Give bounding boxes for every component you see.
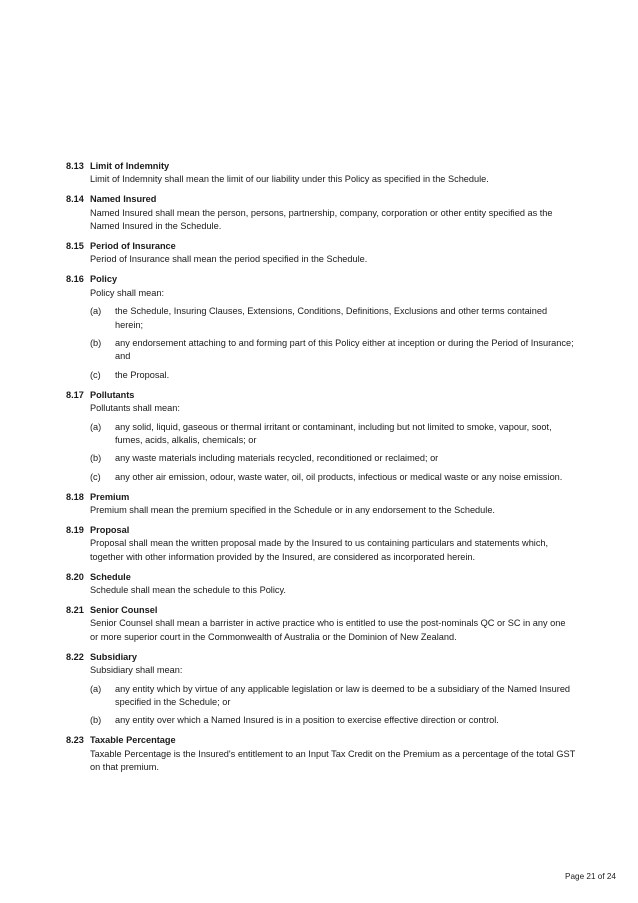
definition-section [66,491,576,518]
list-item-marker: (c) [90,471,101,482]
list-item-text: any entity over which a Named Insured is in a position to exercise effective direction or control. [115,715,499,726]
definitions-list [66,160,576,781]
section-title: Senior Counsel [90,604,158,615]
list-item [90,452,576,465]
definition-section [66,651,576,728]
definition-text: Limit of Indemnity shall mean the limit of our liability under this Policy as specified in the Schedule. [90,174,489,185]
list-item [90,714,576,727]
section-number: 8.19 [66,524,84,535]
section-title: Named Insured [90,194,157,205]
definition-section [66,734,576,774]
list-item-marker: (b) [90,715,102,726]
definition-heading [66,604,576,617]
definition-text: Policy shall mean: [90,287,165,298]
definition-heading [66,389,576,402]
section-title: Pollutants [90,389,135,400]
definition-section [66,524,576,564]
section-number: 8.15 [66,241,84,252]
list-item-marker: (a) [90,421,102,432]
section-title: Period of Insurance [90,241,176,252]
definition-heading [66,273,576,286]
definition-section [66,604,576,644]
definition-heading [66,651,576,664]
list-item [90,369,576,382]
list-item-marker: (b) [90,453,102,464]
section-number: 8.14 [66,194,84,205]
section-number: 8.23 [66,735,84,746]
section-number: 8.18 [66,491,84,502]
section-number: 8.22 [66,651,84,662]
definition-heading [66,524,576,537]
section-title: Policy [90,274,118,285]
definition-section [66,571,576,598]
list-item [90,683,576,710]
list-item [90,305,576,332]
definition-heading [66,240,576,253]
definition-text: Senior Counsel shall mean a barrister in active practice who is entitled to use the post-nominals QC or SC in any one or more superior court in the Commonwealth of Australia or the Dominion of New Zealand. [90,618,566,642]
definition-heading [66,160,576,173]
list-item-marker: (b) [90,337,102,348]
definition-section [66,389,576,484]
list-item-text: any solid, liquid, gaseous or thermal irritant or contaminant, including but not limited to smoke, vapour, soot, fumes, acids, alkalis, chemicals; or [115,421,552,445]
definition-section [66,273,576,382]
list-item [90,471,576,484]
section-number: 8.17 [66,389,84,400]
definition-heading [66,193,576,206]
definition-text: Named Insured shall mean the person, persons, partnership, company, corporation or other entity specified as the Named Insured in the Schedule. [90,207,553,232]
definition-text: Schedule shall mean the schedule to this Policy. [90,585,286,596]
list-item-text: any other air emission, odour, waste water, oil, oil products, infectious or medical waste or any noise emission. [115,471,563,482]
list-item-text: any entity which by virtue of any applicable legislation or law is deemed to be a subsidiary of the Named Insured specified in the Schedule; or [115,683,571,707]
definition-section [66,160,576,187]
list-item-marker: (a) [90,306,102,317]
definition-text: Period of Insurance shall mean the period specified in the Schedule. [90,254,368,265]
section-number: 8.16 [66,274,84,285]
list-item-marker: (a) [90,683,102,694]
section-title: Premium [90,491,130,502]
section-title: Subsidiary [90,651,137,662]
section-title: Proposal [90,524,130,535]
page-number: Page 21 of 24 [565,872,616,881]
list-item-text: any endorsement attaching to and forming part of this Policy either at inception or during the Period of Insurance; and [115,337,574,362]
list-item-text: the Proposal. [115,369,170,380]
definition-text: Premium shall mean the premium specified in the Schedule or in any endorsement to the Schedule. [90,505,495,516]
list-item [90,337,576,364]
definition-sublist [90,421,576,485]
definition-text: Taxable Percentage is the Insured's entitlement to an Input Tax Credit on the Premium as a percentage of the total GST on that premium. [90,748,576,773]
section-title: Taxable Percentage [90,735,176,746]
section-title: Schedule [90,571,131,582]
definition-text: Pollutants shall mean: [90,403,180,414]
definition-heading [66,571,576,584]
list-item-text: the Schedule, Insuring Clauses, Extensions, Conditions, Definitions, Exclusions and other terms contained herein; [115,306,548,330]
definition-text: Subsidiary shall mean: [90,665,183,676]
definition-section [66,240,576,267]
definition-sublist [90,683,576,728]
definition-section [66,193,576,233]
definition-heading [66,491,576,504]
list-item [90,421,576,448]
list-item-marker: (c) [90,369,101,380]
section-number: 8.21 [66,604,84,615]
definition-text: Proposal shall mean the written proposal made by the Insured to us containing particulars and statements which, together with other information provided by the Insured, are considered as incorporated herein. [90,538,549,562]
section-title: Limit of Indemnity [90,161,170,171]
definition-heading [66,734,576,747]
section-number: 8.20 [66,571,84,582]
list-item-text: any waste materials including materials recycled, reconditioned or reclaimed; or [115,453,439,464]
definition-sublist [90,305,576,382]
section-number: 8.13 [66,161,84,171]
